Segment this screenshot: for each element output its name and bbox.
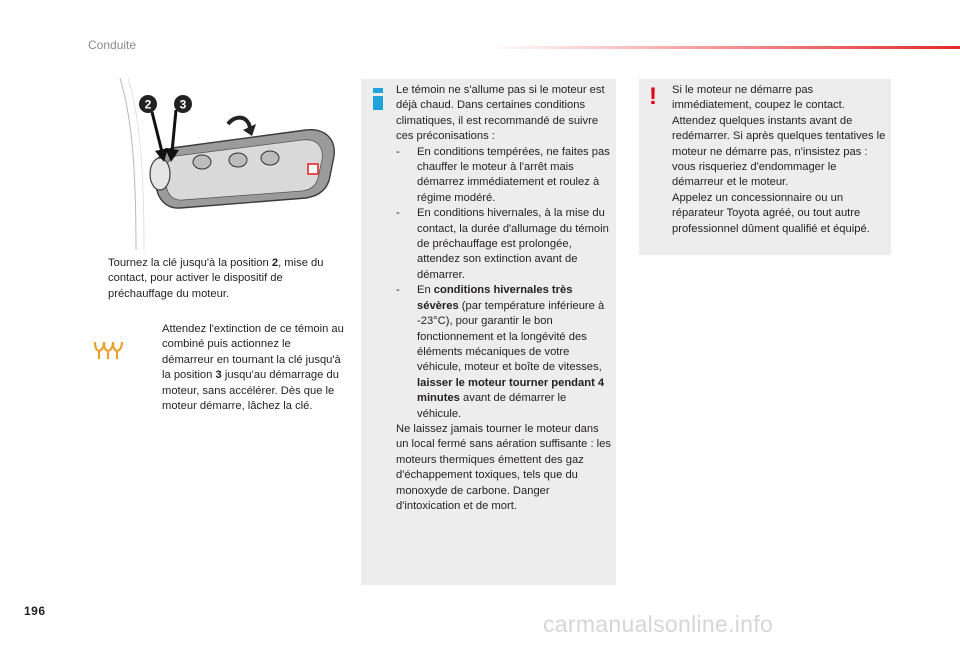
info-list-item [396, 145, 612, 207]
step-1-text-before: Tournez la clé jusqu'à la position [108, 257, 272, 269]
step-1-position: 2 [271, 257, 279, 269]
step-2-text-before: Attendez l'extinction de ce témoin au combiné puis actionnez le démarreur en tournant la clé jusqu'à la position [162, 323, 344, 382]
warning-icon: ! [649, 83, 657, 110]
info-box [361, 79, 616, 585]
header-rule [488, 46, 960, 49]
key-illustration [110, 78, 340, 250]
info-intro: Le témoin ne s'allume pas si le moteur est déjà chaud. Dans certaines conditions climatiques, il est recommandé de suivre ces préconisations : [396, 84, 605, 143]
step-2-text-after: jusqu'au démarrage du moteur, sans accélérer. Dès que le moteur démarre, lâchez la clé. [162, 369, 339, 413]
callout-3 [174, 95, 192, 113]
step-2-position: 3 [215, 369, 222, 382]
watermark: carmanualsonline.info [543, 611, 774, 637]
warning-para-1: Si le moteur ne démarre pas immédiatement, coupez le contact. Attendez quelques instants avant de redémarrer. Si après quelques tentatives le moteur ne démarre pas, n'insistez pas : vous risqueriez d'endommager le démarreur et le moteur. [672, 84, 886, 189]
info-item-3-bold-conditions: conditions hivernales très sévères [417, 284, 573, 312]
callout-2 [139, 95, 157, 113]
info-item-1-dash: - [396, 145, 400, 158]
info-item-3-bold-duration: laisser le moteur tourner pendant 4 minutes [417, 376, 605, 405]
step-2-instruction [162, 322, 344, 414]
info-item-2-text: En conditions hivernales, à la mise du contact, la durée d'allumage du témoin de préchauffage est prolongée, attendez son extinction avant de démarrer. [417, 207, 609, 281]
step-1-text-after: , mise du contact, pour activer le dispositif de préchauffage du moteur. [108, 257, 324, 300]
preheating-glow-plug-icon [92, 338, 126, 362]
warning-box [639, 79, 891, 255]
info-item-1-text: En conditions tempérées, ne faites pas chauffer le moteur à l'arrêt mais démarrez immédiatement et roulez à régime modéré. [417, 145, 610, 204]
info-list-item [396, 283, 612, 422]
callout-3-label: 3 [179, 97, 187, 112]
info-item-3-dash: - [396, 284, 400, 297]
page-number: 196 [24, 604, 46, 618]
warning-para-2: Appelez un concessionnaire ou un réparateur Toyota agréé, ou tout autre professionnel dûment qualifié et équipé. [672, 191, 870, 235]
info-text [396, 83, 612, 514]
info-closing: Ne laissez jamais tourner le moteur dans un local fermé sans aération suffisante : les moteurs thermiques émettent des gaz d'échappement toxiques, tels que du monoxyde de carbone. Danger d'intoxication et de mort. [396, 422, 611, 512]
info-item-2-dash: - [396, 207, 400, 220]
info-item-3-suffix: avant de démarrer le véhicule. [417, 392, 567, 420]
info-item-3-prefix: En [417, 284, 434, 297]
section-title: Conduite [88, 38, 137, 52]
callout-2-label: 2 [144, 97, 152, 112]
warning-text [672, 83, 890, 237]
info-item-3-middle: (par température inférieure à -23°C), pour garantir le bon fonctionnement et la longévité des éléments mécaniques de votre véhicule, moteur et boîte de vitesses, [417, 299, 605, 374]
info-icon [371, 87, 385, 111]
info-list-item [396, 206, 612, 283]
step-1-instruction [108, 256, 340, 302]
